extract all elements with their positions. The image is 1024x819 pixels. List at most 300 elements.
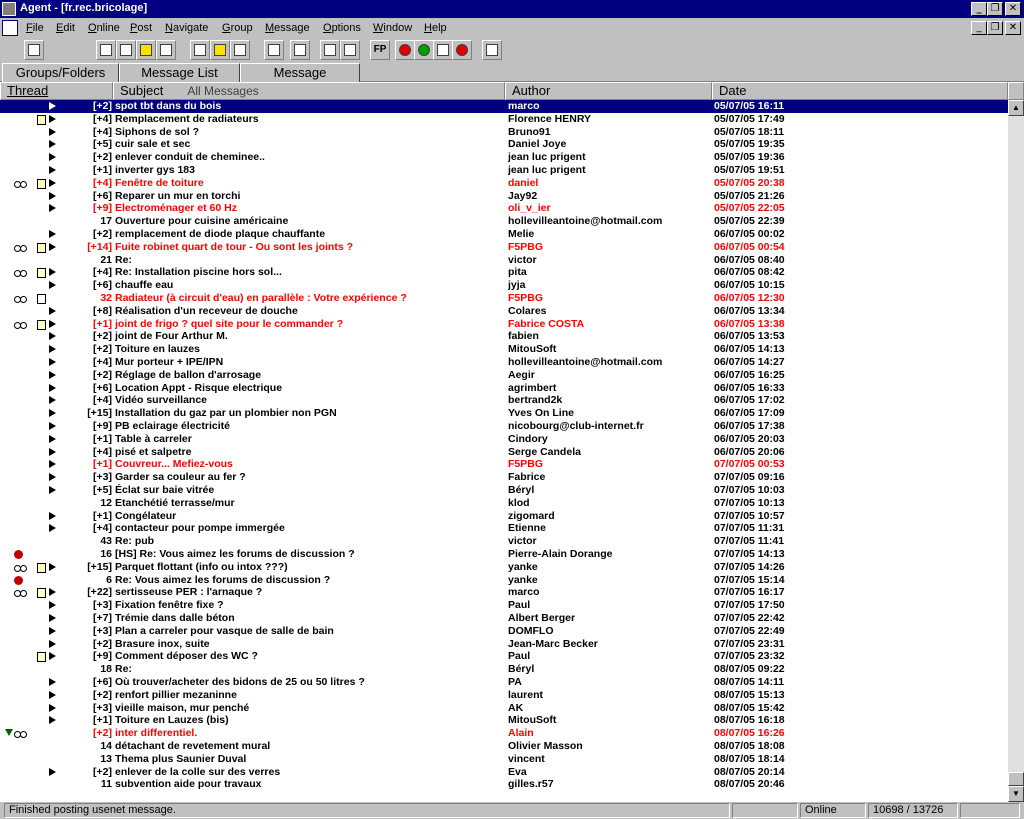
message-subject: chauffe eau — [115, 279, 174, 292]
message-date: 08/07/05 16:18 — [714, 714, 785, 727]
message-author: nicobourg@club-internet.fr — [508, 420, 644, 432]
message-author: Béryl — [508, 484, 535, 496]
watch-icon — [14, 294, 26, 303]
message-count: 6 — [106, 573, 112, 586]
thread-arrow-icon[interactable] — [49, 627, 56, 635]
ignore-icon — [14, 576, 23, 585]
message-subject: pisé et salpetre — [115, 445, 192, 458]
menu-message[interactable]: Message — [265, 22, 310, 34]
message-row[interactable] — [0, 151, 1008, 164]
message-subject: Réglage de ballon d'arrosage — [115, 368, 262, 381]
message-date: 07/07/05 11:41 — [714, 535, 785, 548]
message-row[interactable] — [0, 574, 1008, 587]
message-row[interactable] — [0, 241, 1008, 254]
thread-arrow-icon[interactable] — [49, 345, 56, 353]
message-count: [+3] — [93, 599, 112, 612]
thread-arrow-icon[interactable] — [49, 460, 56, 468]
message-date: 06/07/05 13:34 — [714, 304, 785, 317]
toolbar-button-save[interactable] — [290, 40, 310, 60]
toolbar-button-post[interactable] — [190, 40, 210, 60]
message-row[interactable] — [0, 753, 1008, 766]
message-subject: Re: pub — [115, 535, 155, 548]
message-author: F5PBG — [508, 458, 544, 471]
message-row[interactable] — [0, 215, 1008, 228]
message-row[interactable] — [0, 471, 1008, 484]
message-row[interactable] — [0, 382, 1008, 395]
menu-edit[interactable]: Edit — [56, 22, 75, 34]
read-message-icon — [37, 588, 46, 598]
menu-navigate[interactable]: Navigate — [165, 22, 209, 34]
message-count: [+22] — [87, 586, 112, 599]
thread-arrow-icon[interactable] — [49, 243, 56, 251]
thread-arrow-icon[interactable] — [49, 102, 56, 110]
message-date: 07/07/05 22:42 — [714, 612, 785, 624]
menu-window[interactable]: Window — [373, 22, 413, 34]
message-date: 06/07/05 10:15 — [714, 279, 785, 292]
message-row[interactable] — [0, 318, 1008, 331]
message-subject: vieille maison, mur penché — [115, 701, 250, 714]
message-count: [+5] — [93, 138, 112, 151]
message-subject: contacteur pour pompe immergée — [115, 522, 285, 535]
message-row[interactable] — [0, 266, 1008, 279]
message-row[interactable] — [0, 650, 1008, 663]
thread-arrow-icon[interactable] — [49, 678, 56, 686]
message-author: Melie — [508, 228, 535, 240]
message-count: [+2] — [93, 637, 112, 650]
toolbar-button-get-headers[interactable] — [96, 40, 116, 60]
message-count: [+1] — [93, 432, 112, 445]
message-row[interactable] — [0, 638, 1008, 651]
toolbar-button-reply[interactable] — [230, 40, 250, 60]
toolbar-button-fp[interactable]: FP — [370, 40, 390, 60]
tab-message-list[interactable]: Message List — [119, 63, 240, 82]
menu-help[interactable]: Help — [424, 22, 447, 34]
message-subject: Plan a carreler pour vasque de salle de bain — [115, 624, 334, 637]
message-date: 05/07/05 18:11 — [714, 125, 785, 138]
thread-arrow-icon[interactable] — [49, 435, 56, 443]
message-author: hollevilleantoine@hotmail.com — [508, 215, 663, 228]
message-author: F5PBG — [508, 292, 544, 304]
message-count: [+1] — [93, 458, 112, 471]
scroll-thumb[interactable] — [1008, 772, 1024, 786]
message-count: [+4] — [93, 522, 112, 535]
thread-arrow-icon[interactable] — [49, 204, 56, 212]
doc-minimize-button[interactable]: _ — [971, 21, 987, 35]
doc-restore-button[interactable]: ❐ — [987, 21, 1003, 35]
message-date: 08/07/05 16:26 — [714, 727, 785, 740]
menu-bar — [0, 19, 1024, 38]
message-count: [+6] — [93, 381, 112, 394]
thread-arrow-icon[interactable] — [49, 652, 56, 660]
message-row[interactable] — [0, 702, 1008, 715]
message-date: 05/07/05 22:05 — [714, 202, 785, 215]
thread-arrow-icon[interactable] — [49, 230, 56, 238]
column-date[interactable]: Date — [712, 82, 1008, 100]
message-count: [+7] — [93, 612, 112, 624]
close-button[interactable]: ✕ — [1005, 2, 1021, 16]
message-subject: Toiture en Lauzes (bis) — [115, 714, 229, 727]
thread-arrow-icon[interactable] — [49, 358, 56, 366]
thread-arrow-icon[interactable] — [49, 601, 56, 609]
read-message-icon — [37, 563, 46, 573]
status-message: Finished posting usenet message. — [4, 803, 730, 818]
toolbar-button-watch[interactable] — [414, 40, 434, 60]
message-count: [+1] — [93, 714, 112, 727]
restore-button[interactable]: ❐ — [987, 2, 1003, 16]
toolbar-button-print[interactable] — [320, 40, 340, 60]
message-row[interactable] — [0, 458, 1008, 471]
message-date: 06/07/05 16:33 — [714, 381, 785, 394]
column-chooser-button[interactable] — [1008, 82, 1024, 100]
message-date: 07/07/05 09:16 — [714, 471, 785, 484]
message-subject: Vidéo surveillance — [115, 394, 208, 407]
message-date: 07/07/05 11:31 — [714, 522, 785, 535]
message-date: 08/07/05 14:11 — [714, 676, 785, 688]
message-subject: Toiture en lauzes — [115, 343, 200, 356]
thread-arrow-icon[interactable] — [49, 384, 56, 392]
thread-arrow-icon[interactable] — [49, 704, 56, 712]
message-subject: subvention aide pour travaux — [115, 778, 262, 791]
column-thread[interactable]: Thread — [0, 82, 113, 100]
message-date: 08/07/05 15:42 — [714, 701, 785, 714]
message-date: 07/07/05 23:31 — [714, 637, 785, 650]
message-row[interactable] — [0, 727, 1008, 740]
message-author: klod — [508, 496, 530, 509]
message-row[interactable] — [0, 113, 1008, 126]
thread-arrow-icon[interactable] — [49, 524, 56, 532]
message-author: yanke — [508, 560, 538, 573]
message-row[interactable] — [0, 446, 1008, 459]
message-subject: Couvreur... Mefiez-vous — [115, 458, 233, 471]
message-subject: Où trouver/acheter des bidons de 25 ou 50 litres ? — [115, 676, 365, 688]
status-online: Online — [800, 803, 866, 818]
watch-icon — [14, 729, 26, 738]
properties-icon — [344, 44, 356, 56]
message-row[interactable] — [0, 599, 1008, 612]
message-row[interactable] — [0, 740, 1008, 753]
toolbar-button-pin[interactable] — [482, 40, 502, 60]
message-date: 06/07/05 14:13 — [714, 343, 785, 356]
message-date: 07/07/05 22:49 — [714, 624, 785, 637]
toolbar-button-new[interactable] — [24, 40, 44, 60]
toolbar-button-followup[interactable] — [210, 40, 230, 60]
thread-arrow-icon[interactable] — [49, 563, 56, 571]
message-row[interactable] — [0, 292, 1008, 305]
message-count: [+14] — [87, 240, 112, 253]
message-date: 05/07/05 20:38 — [714, 176, 785, 189]
toolbar-button-get-marked[interactable] — [136, 40, 156, 60]
column-subject[interactable] — [113, 82, 505, 100]
thread-arrow-icon[interactable] — [49, 486, 56, 494]
status-blank — [732, 803, 798, 818]
message-count: [+6] — [93, 189, 112, 202]
message-row[interactable] — [0, 714, 1008, 727]
thread-arrow-icon[interactable] — [49, 115, 56, 123]
toolbar-button-mark[interactable] — [433, 40, 453, 60]
message-subject: renfort pillier mezaninne — [115, 688, 237, 701]
toolbar-button-undo[interactable] — [264, 40, 284, 60]
menu-options[interactable]: Options — [323, 22, 361, 34]
thread-arrow-icon[interactable] — [49, 396, 56, 404]
pane-tabs — [0, 62, 1024, 82]
message-date: 07/07/05 10:13 — [714, 496, 785, 509]
message-date: 08/07/05 18:08 — [714, 740, 785, 752]
thread-arrow-icon[interactable] — [49, 307, 56, 315]
message-count: [+6] — [93, 279, 112, 292]
message-count: 18 — [100, 663, 112, 676]
message-date: 08/07/05 09:22 — [714, 663, 785, 676]
message-subject: Reparer un mur en torchi — [115, 189, 241, 202]
message-subject: Réalisation d'un receveur de douche — [115, 304, 298, 317]
message-row[interactable] — [0, 305, 1008, 318]
thread-arrow-icon[interactable] — [49, 614, 56, 622]
filter-all-messages[interactable]: All Messages — [187, 84, 259, 98]
read-message-icon — [37, 115, 46, 125]
message-subject: Etanchétié terrasse/mur — [115, 496, 235, 509]
toolbar-button-kill[interactable] — [395, 40, 415, 60]
message-count: [+2] — [93, 343, 112, 356]
document-icon[interactable] — [2, 20, 18, 36]
message-date: 05/07/05 22:39 — [714, 215, 785, 228]
message-subject: Éclat sur baie vitrée — [115, 484, 215, 496]
message-author: Pierre-Alain Dorange — [508, 548, 613, 560]
message-row[interactable] — [0, 228, 1008, 241]
toolbar-button-delete[interactable] — [452, 40, 472, 60]
message-count: [+9] — [93, 202, 112, 215]
thread-arrow-icon[interactable] — [49, 192, 56, 200]
message-subject: Remplacement de radiateurs — [115, 112, 259, 125]
message-count: 14 — [100, 740, 112, 752]
kill-icon — [399, 44, 411, 56]
message-row[interactable] — [0, 356, 1008, 369]
message-row[interactable] — [0, 625, 1008, 638]
message-row[interactable] — [0, 126, 1008, 139]
thread-arrow-icon[interactable] — [49, 281, 56, 289]
ignore-icon — [14, 550, 23, 559]
message-count: [+15] — [87, 560, 112, 573]
thread-arrow-icon[interactable] — [49, 128, 56, 136]
menu-file[interactable]: File — [26, 22, 44, 34]
message-row[interactable] — [0, 778, 1008, 791]
thread-arrow-icon[interactable] — [49, 473, 56, 481]
delete-icon — [456, 44, 468, 56]
message-date: 06/07/05 20:06 — [714, 445, 785, 458]
column-header — [0, 82, 1024, 100]
message-subject: Installation du gaz par un plombier non PGN — [115, 407, 337, 420]
doc-close-button[interactable]: ✕ — [1005, 21, 1021, 35]
thread-arrow-icon[interactable] — [49, 768, 56, 776]
pin-icon — [486, 44, 498, 56]
message-row[interactable] — [0, 177, 1008, 190]
message-row[interactable] — [0, 394, 1008, 407]
toolbar — [0, 38, 1024, 62]
menu-group[interactable]: Group — [222, 22, 253, 34]
message-count: [+1] — [93, 164, 112, 176]
message-author: Florence HENRY — [508, 112, 592, 125]
message-author: fabien — [508, 330, 539, 343]
thread-arrow-icon[interactable] — [49, 512, 56, 520]
message-row[interactable] — [0, 689, 1008, 702]
message-row[interactable] — [0, 561, 1008, 574]
message-author: pita — [508, 266, 527, 279]
message-row[interactable] — [0, 510, 1008, 523]
app-icon[interactable] — [2, 2, 16, 16]
message-count: 17 — [100, 215, 112, 228]
thread-arrow-icon[interactable] — [49, 422, 56, 430]
message-date: 05/07/05 19:35 — [714, 138, 785, 151]
message-row[interactable] — [0, 369, 1008, 382]
message-count: [+2] — [93, 368, 112, 381]
message-row[interactable] — [0, 138, 1008, 151]
message-count: [+4] — [93, 266, 112, 279]
message-subject: Ouverture pour cuisine américaine — [115, 215, 289, 228]
mark-icon — [437, 44, 449, 56]
message-count: [+4] — [93, 445, 112, 458]
message-author: marco — [508, 586, 540, 599]
watch-icon — [14, 320, 26, 329]
message-row[interactable] — [0, 497, 1008, 510]
message-subject: Congélateur — [115, 509, 177, 522]
scroll-down-button[interactable]: ▼ — [1008, 786, 1024, 802]
message-date: 07/07/05 14:13 — [714, 548, 785, 560]
message-subject: spot tbt dans du bois — [115, 100, 222, 112]
thread-arrow-icon[interactable] — [49, 179, 56, 187]
thread-arrow-icon[interactable] — [49, 268, 56, 276]
thread-arrow-icon[interactable] — [49, 371, 56, 379]
message-row[interactable] — [0, 766, 1008, 779]
thread-arrow-icon[interactable] — [49, 140, 56, 148]
message-row[interactable] — [0, 202, 1008, 215]
watch-icon — [14, 588, 26, 597]
message-subject: enlever de la colle sur des verres — [115, 765, 281, 778]
message-count: [+2] — [93, 727, 112, 740]
message-author: DOMFLO — [508, 624, 554, 637]
message-subject: Fixation fenêtre fixe ? — [115, 599, 224, 612]
message-row[interactable] — [0, 484, 1008, 497]
thread-arrow-icon[interactable] — [49, 691, 56, 699]
message-row[interactable] — [0, 663, 1008, 676]
thread-arrow-icon[interactable] — [49, 153, 56, 161]
message-count: [+3] — [93, 701, 112, 714]
tab-groups-folders[interactable]: Groups/Folders — [2, 63, 119, 82]
message-row[interactable] — [0, 164, 1008, 177]
title-bar — [0, 0, 1024, 18]
message-count: 12 — [100, 496, 112, 509]
message-row[interactable] — [0, 254, 1008, 267]
message-author: Fabrice COSTA — [508, 317, 585, 330]
column-author[interactable]: Author — [505, 82, 712, 100]
toolbar-button-properties[interactable] — [340, 40, 360, 60]
message-count: [+6] — [93, 676, 112, 688]
message-author: Albert Berger — [508, 612, 576, 624]
message-list[interactable] — [0, 100, 1008, 802]
message-author: Etienne — [508, 522, 546, 535]
message-date: 06/07/05 20:03 — [714, 432, 785, 445]
message-row[interactable] — [0, 190, 1008, 203]
message-date: 05/07/05 21:26 — [714, 189, 785, 202]
message-row[interactable] — [0, 433, 1008, 446]
thread-arrow-icon[interactable] — [49, 448, 56, 456]
message-subject: Fenêtre de toiture — [115, 176, 204, 189]
thread-arrow-icon[interactable] — [49, 588, 56, 596]
message-count: [+2] — [93, 330, 112, 343]
message-subject: Mur porteur + IPE/IPN — [115, 356, 224, 368]
message-subject: Location Appt - Risque electrique — [115, 381, 283, 394]
tab-message[interactable]: Message — [240, 63, 360, 82]
message-row[interactable] — [0, 548, 1008, 561]
message-subject: Brasure inox, suite — [115, 637, 210, 650]
message-date: 07/07/05 10:57 — [714, 509, 785, 522]
message-author: Yves On Line — [508, 407, 574, 420]
thread-arrow-icon[interactable] — [49, 320, 56, 328]
message-subject: Radiateur (à circuit d'eau) en parallèle : Votre expérience ? — [115, 292, 407, 304]
message-date: 06/07/05 08:40 — [714, 253, 785, 266]
message-author: Fabrice — [508, 471, 546, 484]
menu-online[interactable]: Online — [88, 22, 120, 34]
thread-arrow-icon[interactable] — [49, 166, 56, 174]
message-author: laurent — [508, 688, 544, 701]
message-subject: cuir sale et sec — [115, 138, 191, 151]
message-row[interactable] — [0, 343, 1008, 356]
message-author: Jay92 — [508, 189, 538, 202]
message-count: [+2] — [93, 688, 112, 701]
message-icon — [37, 294, 46, 304]
read-message-icon — [37, 320, 46, 330]
message-subject: Comment déposer des WC ? — [115, 650, 258, 663]
message-author: Olivier Masson — [508, 740, 583, 752]
thread-arrow-icon[interactable] — [49, 332, 56, 340]
message-count: 43 — [100, 535, 112, 548]
message-count: [+4] — [93, 394, 112, 407]
message-author: Béryl — [508, 663, 535, 676]
message-author: hollevilleantoine@hotmail.com — [508, 356, 663, 368]
message-date: 06/07/05 13:38 — [714, 317, 785, 330]
message-author: jean luc prigent — [508, 151, 586, 164]
message-row[interactable] — [0, 100, 1008, 113]
message-row[interactable] — [0, 407, 1008, 420]
thread-arrow-icon[interactable] — [49, 640, 56, 648]
status-counts: 10698 / 13726 — [868, 803, 958, 818]
message-author: yanke — [508, 573, 538, 586]
thread-arrow-icon[interactable] — [49, 716, 56, 724]
message-date: 06/07/05 00:54 — [714, 240, 785, 253]
toolbar-button-stop[interactable] — [156, 40, 176, 60]
message-subject: Siphons de sol ? — [115, 125, 200, 138]
message-author: daniel — [508, 176, 539, 189]
minimize-button[interactable]: _ — [971, 2, 987, 16]
message-row[interactable] — [0, 330, 1008, 343]
menu-post[interactable]: Post — [130, 22, 153, 34]
message-count: [+4] — [93, 176, 112, 189]
message-row[interactable] — [0, 612, 1008, 625]
message-row[interactable] — [0, 420, 1008, 433]
message-row[interactable] — [0, 676, 1008, 689]
message-subject: Parquet flottant (info ou intox ???) — [115, 560, 288, 573]
message-author: Jean-Marc Becker — [508, 637, 598, 650]
message-count: [+4] — [93, 356, 112, 368]
message-row[interactable] — [0, 279, 1008, 292]
scroll-up-button[interactable]: ▲ — [1008, 100, 1024, 116]
thread-arrow-icon[interactable] — [49, 409, 56, 417]
message-date: 06/07/05 16:25 — [714, 368, 785, 381]
toolbar-button-get-bodies[interactable] — [116, 40, 136, 60]
message-row[interactable] — [0, 586, 1008, 599]
get-marked-icon — [140, 44, 152, 56]
message-row[interactable] — [0, 535, 1008, 548]
message-date: 05/07/05 16:11 — [714, 100, 785, 112]
vertical-scrollbar[interactable] — [1008, 100, 1024, 802]
message-row[interactable] — [0, 522, 1008, 535]
